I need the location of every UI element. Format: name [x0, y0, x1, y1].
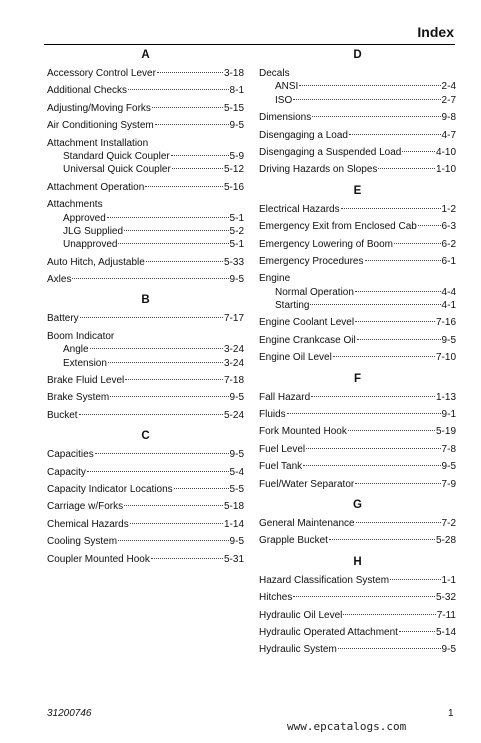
- entry-term: Capacities: [47, 449, 94, 461]
- index-entry-block: [259, 129, 456, 142]
- dot-leader: [329, 539, 435, 540]
- index-entry-block: [259, 626, 456, 639]
- index-subentry: [47, 150, 244, 163]
- index-column-left: [47, 47, 244, 570]
- website-watermark[interactable]: www.epcatalogs.com: [287, 720, 407, 733]
- dot-leader: [87, 471, 229, 472]
- index-entry-block: [47, 374, 244, 387]
- dot-leader: [72, 278, 228, 279]
- entry-term: Brake System: [47, 392, 110, 404]
- dot-leader: [310, 304, 440, 305]
- entry-term: Cooling System: [47, 536, 118, 548]
- section-letter: D: [353, 49, 362, 61]
- page-ref[interactable]: 6-1: [441, 255, 456, 267]
- entry-term: Capacity Indicator Locations: [47, 483, 173, 495]
- index-entry-block: [259, 220, 456, 233]
- dot-leader: [107, 217, 229, 218]
- entry-term: Attachments: [47, 199, 103, 211]
- index-entry-block: [47, 273, 244, 286]
- index-entry-block: [259, 609, 456, 622]
- page-title: Index: [417, 24, 454, 40]
- index-entry: [47, 198, 244, 211]
- index-entry: [47, 84, 244, 97]
- entry-term: Battery: [47, 313, 79, 325]
- entry-term: Engine Coolant Level: [259, 317, 355, 329]
- index-entry: [47, 553, 244, 566]
- dot-leader: [110, 396, 228, 397]
- index-entry: [47, 483, 244, 496]
- index-entry-block: [47, 102, 244, 115]
- page-ref[interactable]: 5-28: [435, 535, 456, 547]
- entry-term: Adjusting/Moving Forks: [47, 102, 151, 114]
- dot-leader: [95, 453, 229, 454]
- dot-leader: [108, 362, 223, 363]
- entry-term: Hitches: [259, 592, 293, 604]
- index-entry-block: [259, 163, 456, 176]
- dot-leader: [333, 356, 435, 357]
- dot-leader: [130, 523, 223, 524]
- page-ref[interactable]: 8-1: [229, 85, 244, 97]
- index-entry: [47, 330, 244, 343]
- dot-leader: [128, 89, 229, 90]
- page-ref[interactable]: 9-5: [441, 461, 456, 473]
- page-ref[interactable]: 5-16: [223, 181, 244, 193]
- section-letter: A: [141, 49, 150, 61]
- header-rule: [44, 44, 455, 45]
- page-ref[interactable]: 5-24: [223, 409, 244, 421]
- dot-leader: [157, 72, 223, 73]
- index-entry: [259, 408, 456, 421]
- page-ref[interactable]: 9-5: [441, 644, 456, 656]
- dot-leader: [306, 448, 440, 449]
- entry-term: Chemical Hazards: [47, 518, 129, 530]
- entry-term: Hazard Classification System: [259, 574, 390, 586]
- entry-term: Disengaging a Load: [259, 129, 348, 141]
- page-ref[interactable]: 4-10: [435, 146, 456, 158]
- index-entry-block: [47, 466, 244, 479]
- dot-leader: [341, 208, 441, 209]
- page-ref[interactable]: 7-9: [441, 478, 456, 490]
- index-entry-block: [259, 443, 456, 456]
- dot-leader: [355, 321, 435, 322]
- entry-term: Dimensions: [259, 112, 312, 124]
- section-letter: E: [353, 184, 362, 197]
- index-entry: [47, 518, 244, 531]
- dot-leader: [355, 291, 441, 292]
- page-ref[interactable]: 9-5: [229, 274, 244, 286]
- index-entry-block: [47, 119, 244, 132]
- index-entry-block: [47, 198, 244, 252]
- index-entry-block: [259, 517, 456, 530]
- page-ref[interactable]: 5-1: [229, 239, 244, 251]
- index-entry: [259, 609, 456, 622]
- index-entry: [259, 478, 456, 491]
- dot-leader: [299, 85, 440, 86]
- dot-leader: [155, 124, 229, 125]
- index-entry: [259, 203, 456, 216]
- entry-term: Grapple Bucket: [259, 535, 328, 547]
- index-subentry: [259, 286, 456, 299]
- entry-term: Driving Hazards on Slopes: [259, 164, 378, 176]
- index-entry-block: [259, 591, 456, 604]
- entry-term: Emergency Procedures: [259, 255, 364, 267]
- subentry-term: Angle: [63, 344, 89, 356]
- index-subentry: [259, 299, 456, 312]
- dot-leader: [90, 348, 223, 349]
- dot-leader: [338, 648, 441, 649]
- index-entry: [259, 316, 456, 329]
- index-entry: [47, 181, 244, 194]
- subentry-term: Extension: [63, 357, 107, 369]
- page-ref[interactable]: 1-13: [435, 391, 456, 403]
- section-letter: G: [353, 498, 362, 511]
- index-entry-block: [47, 483, 244, 496]
- index-entry: [47, 535, 244, 548]
- entry-term: Engine Oil Level: [259, 352, 332, 364]
- index-entry-block: [259, 478, 456, 491]
- page-ref[interactable]: 9-5: [229, 392, 244, 404]
- index-entry-block: [259, 111, 456, 124]
- entry-term: Decals: [259, 68, 290, 79]
- entry-term: Fluids: [259, 409, 286, 421]
- dot-leader: [172, 168, 223, 169]
- page-ref[interactable]: 3-24: [223, 357, 244, 369]
- page-ref[interactable]: 1-1: [441, 574, 456, 586]
- index-entry: [259, 643, 456, 656]
- dot-leader: [80, 317, 223, 318]
- index-entry: [259, 129, 456, 142]
- index-entry: [47, 448, 244, 461]
- index-entry-block: [47, 391, 244, 404]
- page-ref[interactable]: 6-2: [441, 238, 456, 250]
- index-subentry: [47, 357, 244, 370]
- dot-leader: [390, 579, 441, 580]
- dot-leader: [357, 339, 441, 340]
- entry-term: Fuel Tank: [259, 461, 303, 473]
- entry-term: Additional Checks: [47, 85, 128, 97]
- index-entry-block: [259, 272, 456, 312]
- entry-term: Accessory Control Lever: [47, 68, 156, 79]
- dot-leader: [118, 243, 228, 244]
- dot-leader: [348, 430, 435, 431]
- page-ref[interactable]: 2-4: [441, 81, 456, 93]
- index-entry: [47, 409, 244, 422]
- index-entry-block: [47, 330, 244, 370]
- entry-term: General Maintenance: [259, 517, 355, 529]
- entry-term: Brake Fluid Level: [47, 375, 125, 387]
- index-entry-block: [259, 351, 456, 364]
- entry-term: Axles: [47, 274, 72, 286]
- index-entry: [259, 591, 456, 604]
- index-entry-block: [259, 67, 456, 107]
- subentry-term: JLG Supplied: [63, 225, 124, 237]
- page-ref[interactable]: 1-2: [441, 203, 456, 215]
- page-ref[interactable]: 5-18: [223, 501, 244, 513]
- index-entry: [259, 238, 456, 251]
- page-ref[interactable]: 9-8: [441, 112, 456, 124]
- dot-leader: [293, 99, 440, 100]
- page-ref[interactable]: 5-9: [229, 150, 244, 162]
- entry-term: Capacity: [47, 466, 86, 478]
- index-entry: [259, 460, 456, 473]
- section-letter: F: [353, 372, 362, 385]
- index-entry-block: [47, 137, 244, 177]
- index-subentry: [259, 80, 456, 93]
- index-entry: [259, 351, 456, 364]
- dot-leader: [145, 186, 223, 187]
- dot-leader: [151, 558, 223, 559]
- index-subentry: [47, 163, 244, 176]
- index-entry: [259, 334, 456, 347]
- page-ref[interactable]: 1-14: [223, 518, 244, 530]
- page-ref[interactable]: 5-5: [229, 483, 244, 495]
- entry-term: Boom Indicator: [47, 330, 115, 342]
- page-ref[interactable]: 5-1: [229, 212, 244, 224]
- page-ref[interactable]: 5-33: [223, 256, 244, 268]
- index-entry-block: [47, 181, 244, 194]
- index-entry: [259, 272, 456, 285]
- index-entry: [47, 391, 244, 404]
- page-ref[interactable]: 7-10: [435, 352, 456, 364]
- page-ref[interactable]: 9-1: [441, 409, 456, 421]
- page-number: 1: [448, 708, 454, 719]
- dot-leader: [287, 413, 441, 414]
- dot-leader: [171, 155, 229, 156]
- dot-leader: [146, 261, 223, 262]
- index-entry: [259, 626, 456, 639]
- dot-leader: [174, 488, 229, 489]
- index-entry: [47, 500, 244, 513]
- index-entry-block: [259, 316, 456, 329]
- entry-term: Hydraulic System: [259, 644, 337, 656]
- subentry-term: Universal Quick Coupler: [63, 164, 171, 176]
- dot-leader: [125, 379, 223, 380]
- entry-term: Engine: [259, 273, 291, 285]
- index-entry-block: [259, 334, 456, 347]
- page-ref[interactable]: 3-24: [223, 344, 244, 356]
- index-entry-block: [259, 425, 456, 438]
- index-entry: [259, 111, 456, 124]
- subentry-term: Normal Operation: [275, 286, 354, 298]
- entry-term: Emergency Lowering of Boom: [259, 238, 393, 250]
- page-ref[interactable]: 4-7: [441, 129, 456, 141]
- index-entry-block: [259, 460, 456, 473]
- index-entry-block: [259, 408, 456, 421]
- page-ref[interactable]: 7-8: [441, 443, 456, 455]
- dot-leader: [311, 396, 435, 397]
- page-ref[interactable]: 5-15: [223, 102, 244, 114]
- dot-leader: [79, 414, 223, 415]
- dot-leader: [118, 540, 229, 541]
- index-entry-block: [47, 84, 244, 97]
- index-entry: [47, 466, 244, 479]
- index-entry-block: [259, 238, 456, 251]
- index-entry: [259, 255, 456, 268]
- dot-leader: [152, 107, 223, 108]
- dot-leader: [356, 522, 441, 523]
- page-ref[interactable]: 9-5: [441, 334, 456, 346]
- page-ref[interactable]: 7-18: [223, 375, 244, 387]
- entry-term: Attachment Operation: [47, 181, 145, 193]
- index-subentry: [47, 238, 244, 251]
- section-letter: B: [141, 294, 150, 307]
- section-letter: H: [353, 555, 362, 568]
- index-entry: [259, 163, 456, 176]
- index-subentry: [259, 94, 456, 107]
- page-ref[interactable]: 7-2: [441, 517, 456, 529]
- index-entry: [47, 256, 244, 269]
- index-entry: [259, 534, 456, 547]
- index-entry-block: [47, 448, 244, 461]
- dot-leader: [394, 243, 441, 244]
- entry-term: Hydraulic Oil Level: [259, 609, 343, 621]
- entry-term: Attachment Installation: [47, 137, 149, 149]
- index-entry: [47, 102, 244, 115]
- page-ref[interactable]: 1-10: [435, 164, 456, 176]
- entry-term: Hydraulic Operated Attachment: [259, 626, 398, 638]
- index-entry: [259, 574, 456, 587]
- page-ref[interactable]: 6-3: [441, 221, 456, 233]
- entry-term: Coupler Mounted Hook: [47, 553, 150, 565]
- dot-leader: [303, 465, 440, 466]
- page-ref[interactable]: 5-19: [435, 426, 456, 438]
- page-ref[interactable]: 4-1: [441, 300, 456, 312]
- dot-leader: [378, 168, 435, 169]
- page-ref[interactable]: 7-17: [223, 313, 244, 325]
- page-ref[interactable]: 9-5: [229, 449, 244, 461]
- entry-term: Carriage w/Forks: [47, 501, 124, 513]
- index-entry-block: [47, 500, 244, 513]
- entry-term: Emergency Exit from Enclosed Cab: [259, 221, 417, 233]
- dot-leader: [124, 230, 229, 231]
- index-entry-block: [259, 255, 456, 268]
- dot-leader: [365, 260, 441, 261]
- page-ref[interactable]: 4-4: [441, 286, 456, 298]
- index-entry: [259, 517, 456, 530]
- index-entry-block: [259, 574, 456, 587]
- page-ref[interactable]: 9-5: [229, 120, 244, 132]
- dot-leader: [418, 225, 441, 226]
- page-ref[interactable]: 5-14: [435, 626, 456, 638]
- entry-term: Fuel Level: [259, 443, 306, 455]
- index-column-right: [259, 47, 456, 661]
- index-entry: [259, 425, 456, 438]
- index-entry: [259, 146, 456, 159]
- dot-leader: [399, 631, 435, 632]
- subentry-term: Starting: [275, 300, 310, 312]
- index-entry-block: [47, 518, 244, 531]
- index-entry-block: [47, 535, 244, 548]
- subentry-term: Unapproved: [63, 239, 118, 251]
- page-ref[interactable]: 5-31: [223, 553, 244, 565]
- section-letter: C: [141, 430, 150, 443]
- index-entry: [47, 119, 244, 132]
- index-entry-block: [47, 409, 244, 422]
- page-ref[interactable]: 5-2: [229, 225, 244, 237]
- index-entry: [47, 137, 244, 150]
- entry-term: Fall Hazard: [259, 391, 311, 403]
- index-entry-block: [259, 534, 456, 547]
- dot-leader: [124, 505, 223, 506]
- entry-term: Air Conditioning System: [47, 120, 154, 132]
- index-entry: [259, 67, 456, 80]
- page-ref[interactable]: 5-4: [229, 466, 244, 478]
- index-entry: [259, 391, 456, 404]
- entry-term: Disengaging a Suspended Load: [259, 146, 402, 158]
- page-ref[interactable]: 2-7: [441, 94, 456, 106]
- page-ref[interactable]: 7-11: [436, 609, 456, 621]
- index-subentry: [47, 225, 244, 238]
- dot-leader: [402, 151, 435, 152]
- index-entry-block: [259, 203, 456, 216]
- index-entry-block: [47, 553, 244, 566]
- entry-term: Engine Crankcase Oil: [259, 334, 356, 346]
- index-entry: [47, 312, 244, 325]
- dot-leader: [293, 596, 435, 597]
- index-entry-block: [47, 67, 244, 80]
- page-ref[interactable]: 7-16: [435, 317, 456, 329]
- dot-leader: [343, 614, 435, 615]
- index-entry: [47, 67, 244, 80]
- subentry-term: Approved: [63, 212, 106, 224]
- page-ref[interactable]: 5-12: [223, 164, 244, 176]
- index-entry-block: [259, 643, 456, 656]
- entry-term: Fork Mounted Hook: [259, 426, 347, 438]
- index-subentry: [47, 212, 244, 225]
- page-ref[interactable]: 3-18: [223, 68, 244, 79]
- index-entry: [47, 374, 244, 387]
- index-entry-block: [47, 256, 244, 269]
- dot-leader: [312, 116, 440, 117]
- page-ref[interactable]: 5-32: [435, 592, 456, 604]
- index-entry: [259, 443, 456, 456]
- index-entry: [259, 220, 456, 233]
- dot-leader: [355, 483, 440, 484]
- entry-term: Electrical Hazards: [259, 203, 340, 215]
- index-subentry: [47, 343, 244, 356]
- subentry-term: ANSI: [275, 81, 299, 93]
- index-entry-block: [47, 312, 244, 325]
- page-ref[interactable]: 9-5: [229, 536, 244, 548]
- entry-term: Fuel/Water Separator: [259, 478, 355, 490]
- entry-term: Auto Hitch, Adjustable: [47, 256, 145, 268]
- index-entry: [47, 273, 244, 286]
- dot-leader: [349, 134, 441, 135]
- subentry-term: Standard Quick Coupler: [63, 150, 170, 162]
- subentry-term: ISO: [275, 94, 293, 106]
- entry-term: Bucket: [47, 409, 78, 421]
- index-entry-block: [259, 146, 456, 159]
- index-entry-block: [259, 391, 456, 404]
- document-number: 31200746: [47, 708, 92, 719]
